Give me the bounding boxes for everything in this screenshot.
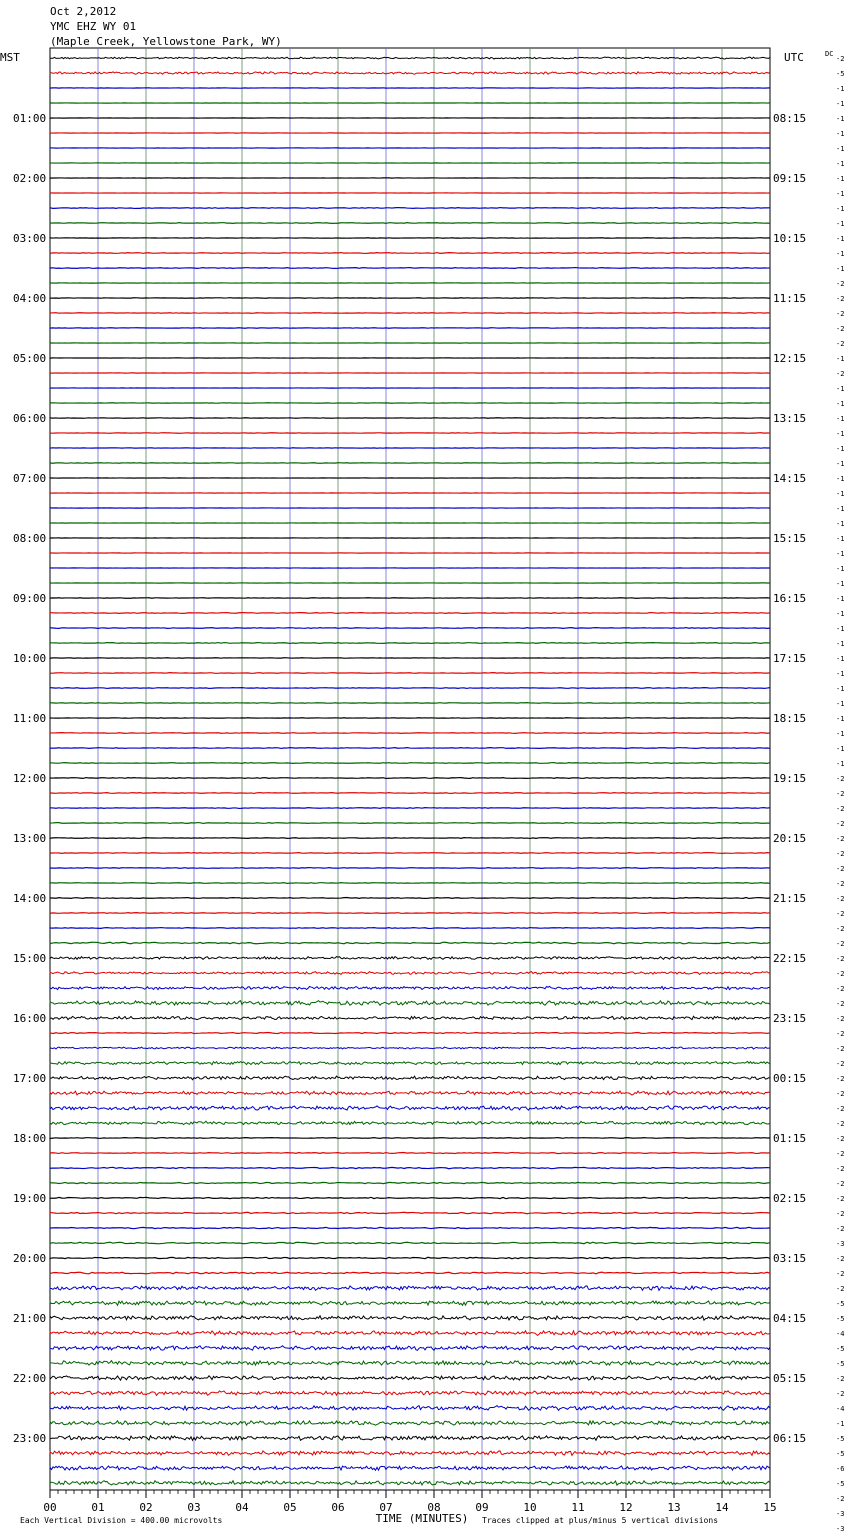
seismic-trace — [50, 688, 770, 689]
dc-offset-label: -2 — [836, 1150, 845, 1158]
dc-offset-label: -2 — [836, 1255, 845, 1263]
hour-label-mst: 15:00 — [13, 952, 47, 965]
hour-label-utc: 13:15 — [773, 412, 807, 425]
seismic-trace — [50, 778, 770, 779]
seismic-trace — [50, 793, 770, 794]
dc-offset-label: -3 — [836, 1240, 845, 1248]
seismic-trace — [50, 718, 770, 719]
dc-offset-label: -2 — [836, 1000, 845, 1008]
dc-offset-label: -1 — [836, 520, 845, 528]
dc-offset-label: -1 — [836, 610, 845, 618]
hour-label-mst: 14:00 — [13, 892, 47, 905]
x-tick-label: 04 — [235, 1501, 249, 1514]
hour-label-utc: 15:15 — [773, 532, 807, 545]
dc-offset-label: -2 — [836, 370, 845, 378]
hour-label-mst: 12:00 — [13, 772, 47, 785]
dc-offset-label: -5 — [836, 1480, 845, 1488]
dc-offset-label: -2 — [836, 1195, 845, 1203]
dc-offset-label: -2 — [836, 1135, 845, 1143]
seismic-trace — [50, 1451, 770, 1455]
seismic-trace — [50, 253, 770, 254]
dc-offset-label: -2 — [836, 325, 845, 333]
dc-offset-label: -1 — [836, 1420, 845, 1428]
dc-offset-label: -1 — [836, 415, 845, 423]
dc-offset-label: -2 — [836, 820, 845, 828]
dc-offset-label: -1 — [836, 760, 845, 768]
scale-note: Each Vertical Division = 400.00 microvolts — [20, 1516, 223, 1525]
hour-label-mst: 11:00 — [13, 712, 47, 725]
seismic-trace — [50, 208, 770, 209]
hour-label-utc: 23:15 — [773, 1012, 807, 1025]
hour-label-mst: 16:00 — [13, 1012, 47, 1025]
dc-label: DC — [825, 50, 834, 58]
x-tick-label: 05 — [283, 1501, 297, 1514]
dc-offset-label: -1 — [836, 670, 845, 678]
x-tick-label: 01 — [91, 1501, 105, 1514]
dc-offset-label: -6 — [836, 1465, 845, 1473]
x-tick-label: 15 — [763, 1501, 777, 1514]
dc-offset-label: -1 — [836, 700, 845, 708]
seismic-trace — [50, 1286, 770, 1290]
seismic-trace — [50, 1152, 770, 1153]
seismic-trace — [50, 328, 770, 329]
dc-offset-label: -2 — [836, 1030, 845, 1038]
date-label: Oct 2,2012 — [50, 5, 117, 18]
seismic-trace — [50, 1227, 770, 1228]
x-tick-label: 14 — [715, 1501, 729, 1514]
dc-offset-label: -2 — [836, 1165, 845, 1173]
dc-offset-label: -5 — [836, 1345, 845, 1353]
dc-offset-label: -2 — [836, 880, 845, 888]
utc-axis-label: UTC — [784, 51, 804, 64]
seismic-trace — [50, 223, 770, 224]
hour-label-utc: 02:15 — [773, 1192, 807, 1205]
hour-label-mst: 20:00 — [13, 1252, 47, 1265]
dc-offset-label: -2 — [836, 895, 845, 903]
dc-offset-label: -2 — [836, 955, 845, 963]
dc-offset-label: -1 — [836, 400, 845, 408]
x-tick-label: 09 — [475, 1501, 489, 1514]
dc-offset-label: -1 — [836, 580, 845, 588]
dc-offset-label: -2 — [836, 1120, 845, 1128]
labels — [0, 50, 844, 1534]
hour-label-mst: 13:00 — [13, 832, 47, 845]
seismic-trace — [50, 1406, 770, 1411]
seismic-trace — [50, 628, 770, 629]
dc-offset-label: -1 — [836, 385, 845, 393]
dc-offset-label: -2 — [836, 1075, 845, 1083]
dc-offset-label: -1 — [836, 130, 845, 138]
dc-offset-label: -2 — [836, 1495, 845, 1503]
dc-offset-label: -1 — [836, 550, 845, 558]
seismic-trace — [50, 1032, 770, 1033]
grid — [50, 48, 770, 1498]
seismic-trace — [50, 957, 770, 960]
dc-offset-label: -2 — [836, 1105, 845, 1113]
dc-offset-label: -1 — [836, 565, 845, 573]
dc-offset-label: -1 — [836, 160, 845, 168]
dc-offset-label: -4 — [836, 1405, 845, 1413]
hour-label-utc: 00:15 — [773, 1072, 807, 1085]
x-tick-label: 06 — [331, 1501, 345, 1514]
seismic-trace — [50, 1272, 770, 1274]
dc-offset-label: -2 — [836, 1225, 845, 1233]
seismic-trace — [50, 433, 770, 434]
seismic-trace — [50, 1301, 770, 1305]
hour-label-utc: 01:15 — [773, 1132, 807, 1145]
clip-note: Traces clipped at plus/minus 5 vertical divisions — [482, 1516, 719, 1525]
dc-offset-label: -1 — [836, 460, 845, 468]
hour-label-utc: 05:15 — [773, 1372, 807, 1385]
dc-offset-label: -1 — [836, 505, 845, 513]
hour-label-utc: 20:15 — [773, 832, 807, 845]
hour-label-utc: 09:15 — [773, 172, 807, 185]
hour-label-utc: 14:15 — [773, 472, 807, 485]
dc-offset-label: -1 — [836, 655, 845, 663]
seismic-trace — [50, 1091, 770, 1095]
seismic-trace — [50, 598, 770, 599]
seismic-trace — [50, 1212, 770, 1213]
dc-offset-label: -1 — [836, 355, 845, 363]
dc-offset-label: -1 — [836, 730, 845, 738]
hour-label-mst: 01:00 — [13, 112, 47, 125]
seismic-trace — [50, 238, 770, 239]
dc-offset-label: -5 — [836, 1450, 845, 1458]
seismic-trace — [50, 418, 770, 419]
hour-label-mst: 05:00 — [13, 352, 47, 365]
traces — [50, 57, 770, 1485]
seismic-trace — [50, 928, 770, 929]
dc-offset-label: -5 — [836, 70, 845, 78]
dc-offset-label: -1 — [836, 625, 845, 633]
dc-offset-label: -1 — [836, 190, 845, 198]
dc-offset-label: -1 — [836, 685, 845, 693]
seismic-trace — [50, 808, 770, 809]
dc-offset-label: -1 — [836, 745, 845, 753]
hour-label-mst: 07:00 — [13, 472, 47, 485]
dc-offset-label: -2 — [836, 805, 845, 813]
dc-offset-label: -1 — [836, 205, 845, 213]
seismic-trace — [50, 703, 770, 704]
dc-offset-label: -2 — [836, 925, 845, 933]
seismic-trace — [50, 1121, 770, 1124]
seismic-trace — [50, 1197, 770, 1198]
dc-offset-label: -2 — [836, 1060, 845, 1068]
seismic-trace — [50, 1331, 770, 1336]
seismic-trace — [50, 463, 770, 464]
seismic-trace — [50, 643, 770, 644]
seismic-trace — [50, 942, 770, 944]
hour-label-mst: 02:00 — [13, 172, 47, 185]
seismic-trace — [50, 1316, 770, 1320]
mst-axis-label: MST — [0, 51, 20, 64]
dc-offset-label: -2 — [836, 1390, 845, 1398]
seismic-trace — [50, 1242, 770, 1244]
hour-label-mst: 06:00 — [13, 412, 47, 425]
hour-label-mst: 19:00 — [13, 1192, 47, 1205]
seismic-trace — [50, 57, 770, 59]
hour-label-utc: 12:15 — [773, 352, 807, 365]
seismic-trace — [50, 748, 770, 749]
dc-offset-label: -2 — [836, 310, 845, 318]
hour-label-utc: 06:15 — [773, 1432, 807, 1445]
seismic-trace — [50, 1061, 770, 1064]
dc-offset-label: -2 — [836, 865, 845, 873]
seismic-trace — [50, 72, 770, 74]
dc-offset-label: -2 — [836, 775, 845, 783]
seismic-trace — [50, 1138, 770, 1139]
dc-offset-label: -3 — [836, 1525, 845, 1533]
dc-offset-label: -2 — [836, 295, 845, 303]
x-tick-label: 00 — [43, 1501, 57, 1514]
dc-offset-label: -2 — [836, 985, 845, 993]
x-tick-label: 10 — [523, 1501, 537, 1514]
dc-offset-label: -2 — [836, 1270, 845, 1278]
dc-offset-label: -1 — [836, 220, 845, 228]
dc-offset-label: -5 — [836, 1435, 845, 1443]
x-tick-label: 13 — [667, 1501, 681, 1514]
hour-label-mst: 23:00 — [13, 1432, 47, 1445]
dc-offset-label: -1 — [836, 115, 845, 123]
seismic-trace — [50, 613, 770, 614]
dc-offset-label: -2 — [836, 940, 845, 948]
dc-offset-label: -2 — [836, 1375, 845, 1383]
dc-offset-label: -1 — [836, 175, 845, 183]
hour-label-mst: 22:00 — [13, 1372, 47, 1385]
dc-offset-label: -2 — [836, 1090, 845, 1098]
dc-offset-label: -1 — [836, 490, 845, 498]
dc-offset-label: -2 — [836, 1015, 845, 1023]
hour-label-mst: 03:00 — [13, 232, 47, 245]
dc-offset-label: -1 — [836, 445, 845, 453]
hour-label-utc: 08:15 — [773, 112, 807, 125]
x-tick-label: 07 — [379, 1501, 393, 1514]
hour-label-utc: 21:15 — [773, 892, 807, 905]
hour-label-utc: 03:15 — [773, 1252, 807, 1265]
seismic-trace — [50, 313, 770, 314]
dc-offset-label: -2 — [836, 910, 845, 918]
seismic-trace — [50, 658, 770, 659]
hour-label-utc: 19:15 — [773, 772, 807, 785]
station-label: YMC EHZ WY 01 — [50, 20, 137, 33]
hour-label-utc: 22:15 — [773, 952, 807, 965]
hour-label-utc: 17:15 — [773, 652, 807, 665]
seismic-trace — [50, 1106, 770, 1110]
seismic-trace — [50, 898, 770, 899]
x-tick-label: 02 — [139, 1501, 153, 1514]
seismic-trace — [50, 733, 770, 734]
seismic-trace — [50, 823, 770, 824]
dc-offset-label: -1 — [836, 100, 845, 108]
seismic-trace — [50, 838, 770, 839]
seismic-trace — [50, 1047, 770, 1049]
seismic-trace — [50, 1481, 770, 1485]
dc-offset-label: -4 — [836, 1330, 845, 1338]
dc-offset-label: -2 — [836, 1045, 845, 1053]
plot-frame — [50, 48, 770, 1490]
hour-label-mst: 09:00 — [13, 592, 47, 605]
seismic-trace — [50, 1346, 770, 1351]
seismic-trace — [50, 1361, 770, 1366]
dc-offset-label: -2 — [836, 790, 845, 798]
dc-offset-label: -1 — [836, 250, 845, 258]
seismic-trace — [50, 298, 770, 299]
dc-offset-label: -1 — [836, 145, 845, 153]
dc-offset-label: -2 — [836, 1285, 845, 1293]
seismic-trace — [50, 268, 770, 269]
hour-label-mst: 18:00 — [13, 1132, 47, 1145]
dc-offset-label: -2 — [836, 55, 845, 63]
dc-offset-label: -2 — [836, 970, 845, 978]
seismic-trace — [50, 986, 770, 989]
hour-label-utc: 16:15 — [773, 592, 807, 605]
seismic-trace — [50, 1376, 770, 1380]
x-tick-label: 03 — [187, 1501, 201, 1514]
dc-offset-label: -1 — [836, 235, 845, 243]
dc-offset-label: -1 — [836, 475, 845, 483]
seismic-trace — [50, 1167, 770, 1168]
seismic-trace — [50, 868, 770, 869]
dc-offset-label: -2 — [836, 1210, 845, 1218]
hour-label-mst: 21:00 — [13, 1312, 47, 1325]
dc-offset-label: -3 — [836, 1510, 845, 1518]
seismic-trace — [50, 883, 770, 884]
dc-offset-label: -1 — [836, 85, 845, 93]
dc-offset-label: -1 — [836, 595, 845, 603]
hour-label-mst: 08:00 — [13, 532, 47, 545]
seismic-trace — [50, 763, 770, 764]
location-label: (Maple Creek, Yellowstone Park, WY) — [50, 35, 282, 48]
dc-offset-label: -2 — [836, 1180, 845, 1188]
dc-offset-label: -1 — [836, 430, 845, 438]
hour-label-utc: 18:15 — [773, 712, 807, 725]
seismic-trace — [50, 1391, 770, 1396]
dc-offset-label: -5 — [836, 1300, 845, 1308]
dc-offset-label: -2 — [836, 280, 845, 288]
dc-offset-label: -1 — [836, 265, 845, 273]
hour-label-mst: 17:00 — [13, 1072, 47, 1085]
seismic-trace — [50, 1001, 770, 1006]
hour-label-utc: 10:15 — [773, 232, 807, 245]
dc-offset-label: -2 — [836, 835, 845, 843]
x-tick-label: 12 — [619, 1501, 633, 1514]
seismic-trace — [50, 1421, 770, 1425]
dc-offset-label: -1 — [836, 535, 845, 543]
hour-label-utc: 11:15 — [773, 292, 807, 305]
seismic-trace — [50, 1016, 770, 1019]
dc-offset-label: -5 — [836, 1360, 845, 1368]
x-tick-label: 11 — [571, 1501, 585, 1514]
dc-offset-label: -1 — [836, 640, 845, 648]
seismic-trace — [50, 1182, 770, 1183]
seismic-trace — [50, 972, 770, 975]
hour-label-mst: 04:00 — [13, 292, 47, 305]
seismic-trace — [50, 1466, 770, 1470]
seismic-trace — [50, 853, 770, 854]
dc-offset-label: -2 — [836, 850, 845, 858]
seismic-trace — [50, 673, 770, 674]
seismic-trace — [50, 913, 770, 914]
seismic-trace — [50, 1076, 770, 1080]
dc-offset-label: -2 — [836, 340, 845, 348]
dc-offset-label: -1 — [836, 715, 845, 723]
hour-label-utc: 04:15 — [773, 1312, 807, 1325]
x-axis-title: TIME (MINUTES) — [375, 1512, 469, 1525]
hour-label-mst: 10:00 — [13, 652, 47, 665]
seismic-trace — [50, 1436, 770, 1441]
dc-offset-label: -5 — [836, 1315, 845, 1323]
x-tick-label: 08 — [427, 1501, 441, 1514]
seismic-trace — [50, 1257, 770, 1258]
